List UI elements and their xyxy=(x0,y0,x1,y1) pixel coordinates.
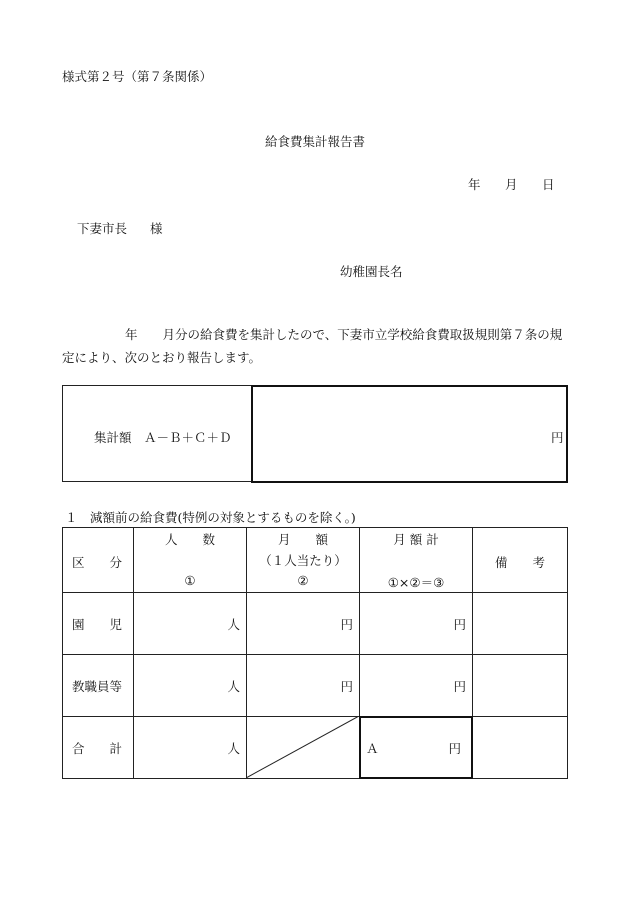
date-month: 月 xyxy=(505,177,518,192)
body-text-line2: 定により、次のとおり報告します。 xyxy=(62,350,262,365)
row-category: 合 計 xyxy=(72,741,123,756)
body-text-line1: 年 月分の給食費を集計したので、下妻市立学校給食費取扱規則第７条の規 xyxy=(125,327,563,342)
total-unit: 円 xyxy=(453,617,466,632)
allowance-table xyxy=(62,527,568,779)
header-monthly-mark: ② xyxy=(297,573,309,588)
header-remarks: 備 考 xyxy=(494,555,545,570)
count-unit: 人 xyxy=(227,679,240,694)
header-total-label: 月 額 計 xyxy=(393,532,439,547)
total-prefix-a: Ａ xyxy=(366,741,379,756)
page-title: 給食費集計報告書 xyxy=(265,134,366,149)
header-category: 区 分 xyxy=(72,555,123,570)
row-category: 園 児 xyxy=(72,617,123,632)
summary-unit: 円 xyxy=(551,430,564,445)
header-monthly-label: 月 額 xyxy=(277,532,328,547)
header-count-label: 人 数 xyxy=(164,532,215,547)
header-monthly-sub: （１人当たり） xyxy=(259,553,347,568)
section-1-title: １ 減額前の給食費(特例の対象とするものを除く。) xyxy=(65,510,356,525)
summary-box xyxy=(62,385,567,482)
summary-label: 集計額 Ａ－Ｂ＋Ｃ＋Ｄ xyxy=(94,430,232,445)
row-category: 教職員等 xyxy=(72,679,123,694)
count-unit: 人 xyxy=(227,617,240,632)
form-number: 様式第２号（第７条関係） xyxy=(62,69,213,84)
sender-name: 幼稚園長名 xyxy=(340,264,403,279)
total-a-field[interactable] xyxy=(359,716,473,779)
date-year: 年 xyxy=(468,177,481,192)
addressee-name: 下妻市長 xyxy=(77,221,128,236)
date-day: 日 xyxy=(542,177,555,192)
header-total-formula: ①×②＝③ xyxy=(387,575,445,590)
addressee-honorific: 様 xyxy=(150,221,163,236)
header-count-mark: ① xyxy=(184,573,196,588)
monthly-unit: 円 xyxy=(340,679,353,694)
total-unit: 円 xyxy=(448,741,461,756)
monthly-unit: 円 xyxy=(340,617,353,632)
diagonal-strike-line xyxy=(246,716,359,778)
summary-value-field[interactable] xyxy=(251,385,568,483)
count-unit: 人 xyxy=(227,741,240,756)
total-unit: 円 xyxy=(453,679,466,694)
